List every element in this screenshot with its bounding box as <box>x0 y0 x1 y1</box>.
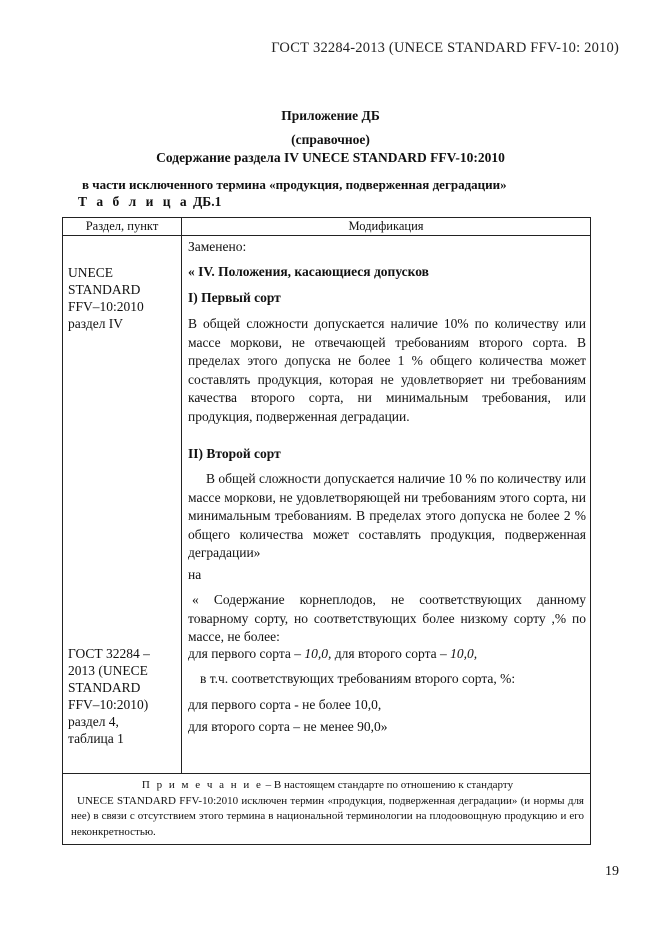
annex-title: Приложение ДБ <box>281 108 380 123</box>
section-ref-line: раздел IV <box>68 316 124 331</box>
note-text-rest: UNECE STANDARD FFV-10:2010 исключен термин «продукция, подверженная деградации» (и нормы для нее) в связи с отсутствием этого термина в национальной терминологии на плодоовощную продукцию и его неконкретностью. <box>71 794 584 838</box>
section-ref-unece <box>68 264 178 332</box>
second-grade-not-less: для второго сорта – не менее 90,0» <box>188 719 388 734</box>
column-divider <box>181 218 182 773</box>
table-label <box>78 194 221 210</box>
modification-table <box>62 217 591 845</box>
section-ref-line: STANDARD <box>68 282 141 297</box>
section-ref-line: ГОСТ 32284 – <box>68 646 150 661</box>
table-label-id: ДБ.1 <box>189 194 222 209</box>
annex-caption-continuation: в части исключенного термина «продукция, подверженная деградации» <box>82 177 507 192</box>
second-grade-text: В общей сложности допускается наличие 10 % по количеству или массе моркови, не удовлетворяющей ни требованиям этого сорта, ни минимальным требованиям. В пределах этого допуска не более 2 % общего количества может составлять продукция, подверженная деградации» <box>188 471 586 560</box>
note-label: П р и м е ч а н и е <box>141 779 263 791</box>
second-grade-limit-label: для второго сорта – <box>331 646 451 661</box>
section-title: « IV. Положения, касающиеся допусков <box>188 264 429 279</box>
first-grade-title: I) Первый сорт <box>188 290 281 305</box>
and-word: на <box>188 567 202 582</box>
first-grade-text: В общей сложности допускается наличие 10% по количеству или массе моркови, не отвечающей требованиям второго сорта. В пределах этого допуска не более 1 % общего количества может составлять продукция, которая не удовлетворяет ни требованиям качества второго сорта, ни минимальным требования, или продукция, подверженная деградации. <box>188 316 586 424</box>
first-grade-not-more: для первого сорта - не более 10,0, <box>188 697 382 712</box>
including-text: в т.ч. соответствующих требованиям второго сорта, %: <box>200 671 516 686</box>
note-text-start: – В настоящем стандарте по отношению к стандарту <box>262 779 514 791</box>
page-number: 19 <box>605 864 619 879</box>
second-grade-limit-value: 10,0, <box>450 646 478 661</box>
table-note <box>71 778 584 840</box>
replaced-label: Заменено: <box>188 239 247 254</box>
first-grade-limit-label: для первого сорта <box>188 646 295 661</box>
section-ref-line: FFV–10:2010 <box>68 299 144 314</box>
section-ref-line: UNECE <box>68 265 113 280</box>
section-ref-line: FFV–10:2010) <box>68 697 149 712</box>
note-divider <box>63 773 590 774</box>
document-header: ГОСТ 32284-2013 (UNECE STANDARD FFV-10: 2010) <box>271 40 619 56</box>
first-grade-limit-value: – 10,0, <box>294 646 332 661</box>
table-header-row <box>63 218 590 236</box>
section-ref-line: раздел 4, <box>68 714 119 729</box>
column-header-section: Раздел, пункт <box>85 219 159 233</box>
second-grade-title: II) Второй сорт <box>188 446 281 461</box>
section-ref-line: таблица 1 <box>68 731 124 746</box>
annex-subtitle: (справочное) <box>291 132 370 147</box>
note-first-line <box>71 778 584 794</box>
section-ref-gost <box>68 645 178 747</box>
annex-caption: Содержание раздела IV UNECE STANDARD FFV-10:2010 <box>156 150 505 165</box>
section-ref-line: STANDARD <box>68 680 141 695</box>
section-ref-line: 2013 (UNECE <box>68 663 148 678</box>
first-grade-limit-line <box>188 645 586 664</box>
column-header-modification: Модификация <box>348 219 424 233</box>
roots-text: « Содержание корнеплодов, не соответствующих данному товарному сорту, но соответствующих более низкому сорту ,% по массе, не более: <box>188 592 586 644</box>
table-label-word: Т а б л и ц а <box>78 194 190 209</box>
